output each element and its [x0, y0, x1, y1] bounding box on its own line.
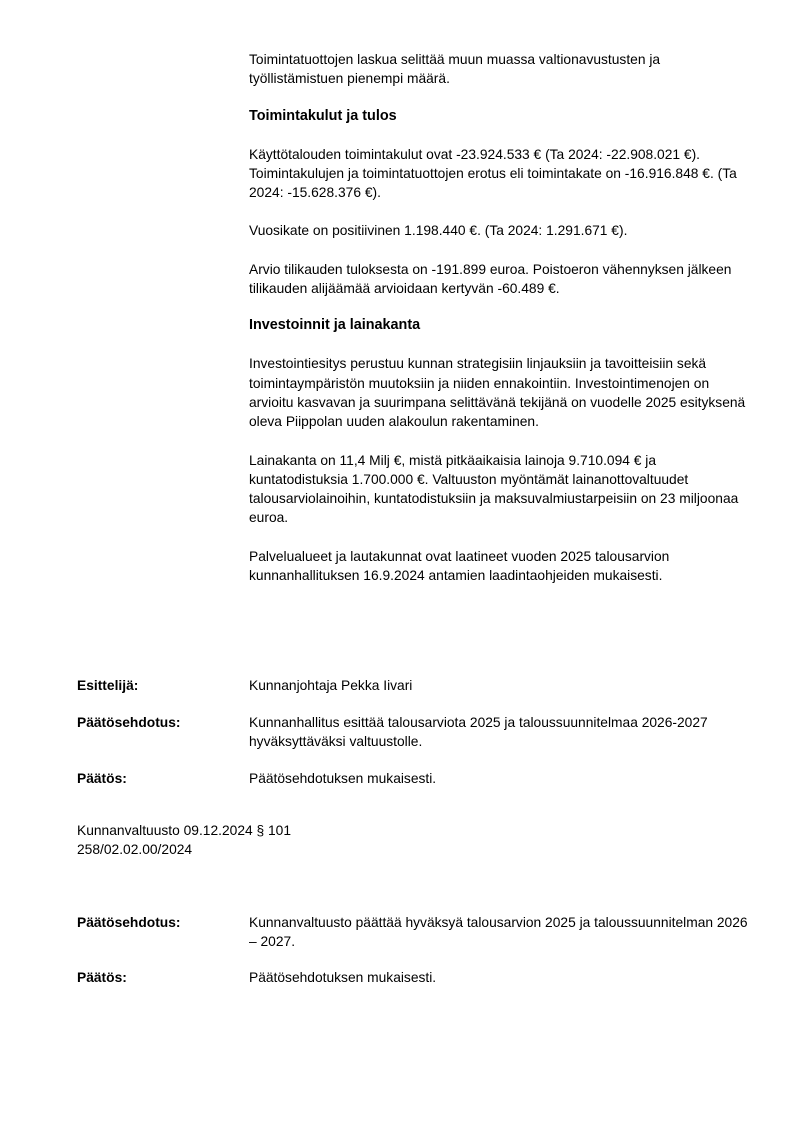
- presenter-value: Kunnanjohtaja Pekka Iivari: [249, 678, 413, 693]
- board-decision-label: Päätös:: [77, 771, 127, 786]
- council-proposal-value: Kunnanvaltuusto päättää hyväksyä talousarvion 2025 ja taloussuunnitelman 2026 – 2027.: [249, 915, 748, 950]
- council-proposal-label: Päätösehdotus:: [77, 915, 181, 930]
- council-reference-number: 258/02.02.00/2024: [77, 841, 193, 857]
- council-decision-value: Päätösehdotuksen mukaisesti.: [249, 970, 437, 985]
- paragraph-loan-stock: Lainakanta on 11,4 Milj €, mistä pitkäaikaisia lainoja 9.710.094 € ja kuntatodistuksia 1.700.000 €. Valtuuston myöntämät lainanottovaltuudet talousarviolainoihin, kuntatodistuksiin ja maksuvalmiustarpeisiin on 23 miljoonaa euroa.: [249, 452, 739, 526]
- paragraph-operating-costs: Käyttötalouden toimintakulut ovat -23.924.533 € (Ta 2024: -22.908.021 €). Toimintakulujen ja toimintatuottojen erotus eli toimintakate on -16.916.848 €. (Ta 2024: -15.628.376 €).: [249, 146, 737, 201]
- board-proposal-value: Kunnanhallitus esittää talousarviota 2025 ja taloussuunnitelmaa 2026-2027 hyväksyttäväksi valtuustolle.: [249, 715, 708, 750]
- paragraph-investments: Investointiesitys perustuu kunnan strategisiin linjauksiin ja tavoitteisiin sekä toimintaympäristön muutoksiin ja niiden ennakointiin. Investointimenojen on arvioitu kasvavan ja suurimpana selittävänä tekijänä on vuodelle 2025 esityksenä oleva Piippolan uuden alakoulun rakentaminen.: [249, 356, 746, 430]
- board-decision-value: Päätösehdotuksen mukaisesti.: [249, 771, 437, 786]
- paragraph-annual-margin: Vuosikate on positiivinen 1.198.440 €. (Ta 2024: 1.291.671 €).: [249, 223, 628, 239]
- paragraph-budget-guidelines: Palvelualueet ja lautakunnat ovat laatineet vuoden 2025 talousarvion kunnanhallituksen 16.9.2024 antamien laadintaohjeiden mukaisesti.: [249, 548, 670, 584]
- paragraph-result-estimate: Arvio tilikauden tuloksesta on -191.899 euroa. Poistoeron vähennyksen jälkeen tilikauden alijäämää arvioidaan kertyvän -60.489 €.: [249, 261, 732, 297]
- council-meeting-header: [77, 822, 291, 859]
- council-decision-label: Päätös:: [77, 970, 127, 985]
- main-text-column: [249, 50, 749, 585]
- heading-costs-result: Toimintakulut ja tulos: [249, 107, 397, 124]
- board-proposal-label: Päätösehdotus:: [77, 715, 181, 730]
- paragraph-income: Toimintatuottojen laskua selittää muun muassa valtionavustusten ja työllistämistuen pienempi määrä.: [249, 52, 661, 87]
- heading-investments-loans: Investoinnit ja lainakanta: [249, 317, 421, 334]
- presenter-label: Esittelijä:: [77, 678, 139, 693]
- council-meeting-line: Kunnanvaltuusto 09.12.2024 § 101: [77, 823, 292, 838]
